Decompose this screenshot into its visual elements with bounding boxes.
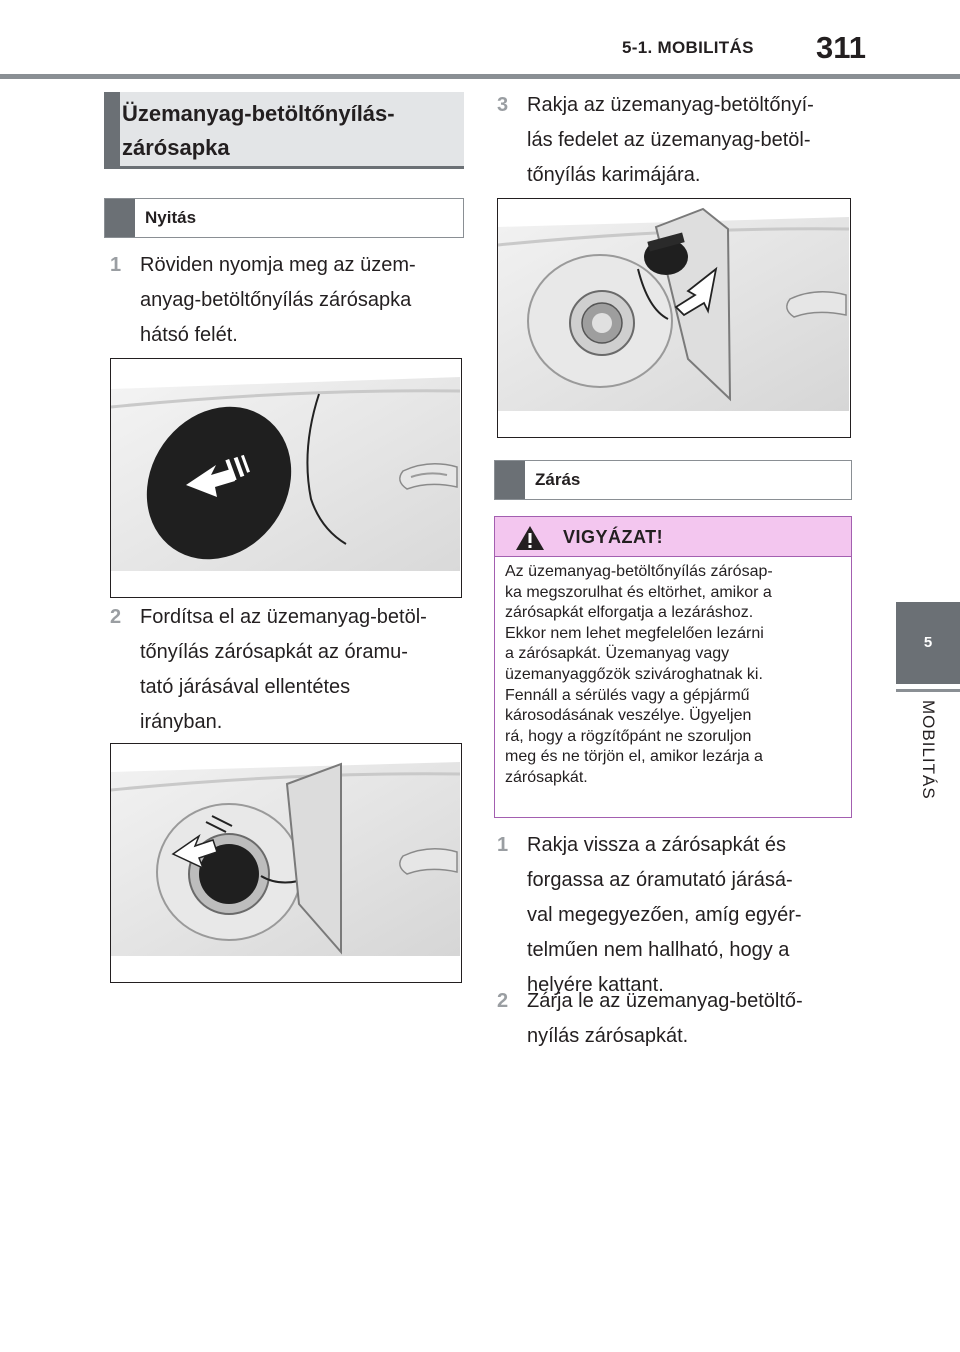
subheading-closing <box>494 460 852 500</box>
caution-title: VIGYÁZAT! <box>563 527 664 547</box>
fuel-cap-turn-counterclockwise-illustration <box>111 744 460 981</box>
warning-triangle-icon <box>515 525 545 551</box>
step-line: lás fedelet az üzemanyag-betöl- <box>527 129 811 151</box>
chapter-tab-label <box>896 692 960 852</box>
step-line: tató járásával ellentétes <box>140 676 351 698</box>
step-line: irányban. <box>140 711 223 733</box>
step-number: 2 <box>497 990 509 1012</box>
chapter-tab-number: 5 <box>896 602 960 684</box>
step-line: Rakja az üzemanyag-betöltőnyí- <box>527 94 814 116</box>
caution-line: zárósapkát elforgatja a lezáráshoz. <box>505 604 754 622</box>
caution-line: meg és ne törjön el, amikor lezárja a <box>505 748 763 766</box>
step-line: val megegyezően, amíg egyér- <box>527 904 802 926</box>
fuel-flap-closed-press-illustration <box>111 359 460 596</box>
caution-line: Fennáll a sérülés vagy a gépjármű <box>505 686 750 704</box>
caution-line: rá, hogy a rögzítőpánt ne szoruljon <box>505 727 752 745</box>
caution-line: zárósapkát. <box>505 768 588 786</box>
caution-box <box>494 516 852 818</box>
caution-line: Ekkor nem lehet megfelelően lezárni <box>505 624 764 642</box>
step-line: tőnyílás karimájára. <box>527 164 701 186</box>
caution-line: károsodásának veszélye. Ügyeljen <box>505 707 752 725</box>
section-heading-line-1: Üzemanyag-betöltőnyílás- <box>122 101 395 126</box>
step-number: 1 <box>497 834 509 856</box>
section-heading-text <box>122 97 452 165</box>
subheading-opening <box>104 198 464 238</box>
subheading-accent-bar <box>495 461 525 499</box>
step-line: tőnyílás zárósapkát az óramu- <box>140 641 408 663</box>
heading-accent-bar <box>104 92 120 166</box>
step-item <box>497 984 857 1056</box>
step-item <box>497 88 857 194</box>
running-header-section: 5-1. MOBILITÁS <box>622 38 754 57</box>
step-line: helyére kattant. <box>527 974 664 996</box>
step-line: nyílás zárósapkát. <box>527 1025 689 1047</box>
figure-fuel-flap-press <box>110 358 462 598</box>
step-line: hátsó felét. <box>140 324 238 346</box>
step-item <box>110 600 470 742</box>
subheading-accent-bar <box>105 199 135 237</box>
step-item <box>497 828 857 1006</box>
step-text <box>527 88 814 193</box>
step-text <box>140 248 416 353</box>
step-text <box>527 984 803 1054</box>
caution-line: Az üzemanyag-betöltőnyílás zárósap- <box>505 563 773 580</box>
step-number: 3 <box>497 94 509 116</box>
page-number: 311 <box>816 30 867 65</box>
header-rule <box>0 74 960 79</box>
step-line: Rakja vissza a zárósapkát és <box>527 834 787 856</box>
step-line: Röviden nyomja meg az üzem- <box>140 254 416 276</box>
step-line: telműen nem hallható, hogy a <box>527 939 790 961</box>
step-item <box>110 248 470 354</box>
step-line: anyag-betöltőnyílás zárósapka <box>140 289 412 311</box>
section-heading-line-2: zárósapka <box>122 135 230 160</box>
step-line: forgassa az óramutató járásá- <box>527 869 793 891</box>
step-number: 2 <box>110 606 122 628</box>
caution-line: a zárósapkát. Üzemanyag vagy <box>505 645 730 663</box>
subheading-closing-text: Zárás <box>535 470 581 489</box>
step-text <box>527 828 802 1003</box>
caution-line: üzemanyaggőzök szivároghatnak ki. <box>505 665 763 683</box>
step-text <box>140 600 427 740</box>
step-number: 1 <box>110 254 122 276</box>
caution-line: ka megszorulhat és eltörhet, amikor a <box>505 583 772 601</box>
step-line: Zárja le az üzemanyag-betöltő- <box>527 990 803 1012</box>
figure-fuel-cap-turn <box>110 743 462 983</box>
subheading-opening-text: Nyitás <box>145 208 197 227</box>
section-heading-fuel-cap <box>104 92 464 169</box>
step-line: Fordítsa el az üzemanyag-betöl- <box>140 606 427 628</box>
caution-text <box>505 562 843 789</box>
fuel-cap-hang-on-flap-illustration <box>498 199 849 436</box>
figure-fuel-cap-hang <box>497 198 851 438</box>
caution-header <box>495 517 851 557</box>
chapter-tab-label-text: MOBILITÁS <box>919 700 938 800</box>
